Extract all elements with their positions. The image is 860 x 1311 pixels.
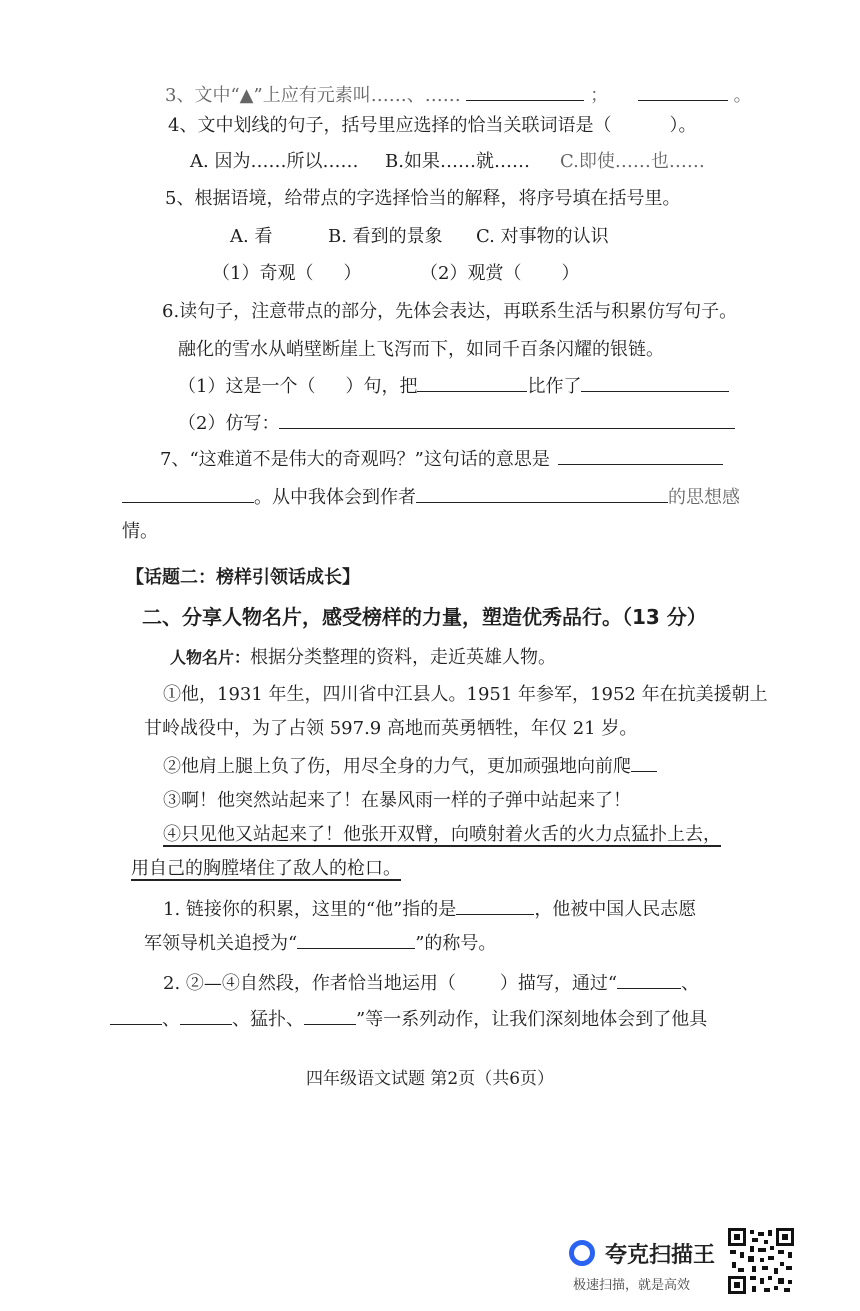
q7-line2: 。从中我体会到作者 xyxy=(254,487,416,508)
q5-item-1-close: ） xyxy=(343,263,362,284)
q5-item-2-label: （2）观赏（ xyxy=(420,263,522,284)
question-7 xyxy=(160,446,723,472)
question-5: 5、根据语境，给带点的字选择恰当的解释，将序号填在括号里。 xyxy=(165,188,681,209)
sub-question-2 xyxy=(163,970,699,996)
sq2-e: 、猛扑、 xyxy=(232,1009,304,1030)
q7-line-2 xyxy=(122,484,740,510)
sq2-c: 、 xyxy=(681,973,700,994)
q5-item-1-label: （1）奇观（ xyxy=(212,263,314,284)
answer-blank xyxy=(466,82,584,101)
sub-question-1-line-2 xyxy=(144,930,496,956)
card-p4a xyxy=(163,823,721,847)
q4-text: 4、文中划线的句子，括号里应选择的恰当关联词语是（ xyxy=(168,115,612,136)
q6-s2: （2）仿写： xyxy=(178,413,280,434)
sq1-d: ”的称号。 xyxy=(415,933,497,954)
q3-text: 3、文中“▲”上应有元素叫……、…… xyxy=(165,85,461,106)
sq2-f: ”等一系列动作，让我们深刻地体会到了他具 xyxy=(356,1009,708,1030)
brand-name: 夸克扫描王 xyxy=(605,1243,716,1268)
card-p2-text: ②他肩上腿上负了伤，用尽全身的力气，更加顽强地向前爬 xyxy=(163,756,631,777)
scanner-brand xyxy=(565,1232,725,1292)
q7-text: 7、“这难道不是伟大的奇观吗？”这句话的意思是 xyxy=(160,449,550,470)
q4-option-c: C.即使……也…… xyxy=(560,151,705,172)
q6-sentence: 融化的雪水从峭壁断崖上飞泻而下，如同千百条闪耀的银链。 xyxy=(178,339,664,360)
q5-option-a: A. 看 xyxy=(230,226,273,247)
card-label: 人物名片： xyxy=(170,648,251,667)
q6-sub-2 xyxy=(178,410,735,436)
sq1-a: 1. 链接你的积累，这里的“他”指的是 xyxy=(163,899,457,920)
q7-line-3: 情。 xyxy=(122,521,158,542)
q5-item-1 xyxy=(212,262,361,286)
answer-blank xyxy=(304,1006,356,1025)
q6-sub-1 xyxy=(178,373,729,399)
q3-sep: ； xyxy=(590,85,609,106)
quark-logo-icon xyxy=(569,1240,595,1266)
q5-item-2-close: ） xyxy=(561,263,580,284)
q4-close: ）。 xyxy=(669,115,697,136)
sub-question-1 xyxy=(163,896,696,922)
card-p1a: ①他，1931 年生，四川省中江县人。1951 年参军，1952 年在抗美援朝上 xyxy=(163,684,768,705)
card-p4b xyxy=(131,857,401,881)
card-p1b: 甘岭战役中，为了占领 597.9 高地而英勇牺牲，年仅 21 岁。 xyxy=(144,718,638,739)
q5-option-b: B. 看到的景象 xyxy=(328,226,443,247)
answer-blank xyxy=(631,753,657,772)
sq1-c: 军领导机关追授为“ xyxy=(144,933,298,954)
answer-blank xyxy=(122,484,254,503)
question-4 xyxy=(168,114,696,138)
qr-code-icon xyxy=(728,1228,794,1294)
answer-blank xyxy=(581,373,729,392)
q6-s1a: （1）这是一个（ xyxy=(178,376,316,397)
sq1-b: ，他被中国人民志愿 xyxy=(534,899,697,920)
q4-option-b: B.如果……就…… xyxy=(385,151,530,172)
answer-blank xyxy=(417,373,527,392)
answer-blank xyxy=(279,410,735,429)
q4-option-a: A. 因为……所以…… xyxy=(190,151,359,172)
sub-question-2-line-2 xyxy=(110,1006,707,1032)
q3-end: 。 xyxy=(733,85,752,106)
answer-blank xyxy=(638,82,728,101)
q7-tail: 的思想感 xyxy=(668,487,740,508)
answer-blank xyxy=(456,896,534,915)
answer-blank xyxy=(180,1006,232,1025)
sq2-d: 、 xyxy=(162,1009,180,1030)
card-intro-text: 根据分类整理的资料，走近英雄人物。 xyxy=(250,647,557,668)
page-footer: 四年级语文试题 第2页（共6页） xyxy=(305,1069,555,1089)
q5-option-c: C. 对事物的认识 xyxy=(476,226,609,247)
answer-blank xyxy=(110,1006,162,1025)
sq2-a: 2. ②—④自然段，作者恰当地运用（ xyxy=(163,973,456,994)
answer-blank xyxy=(558,446,723,465)
card-p4a-text: ④只见他又站起来了！他张开双臂，向喷射着火舌的火力点猛扑上去， xyxy=(163,824,721,845)
answer-blank xyxy=(617,970,681,989)
card-intro xyxy=(170,646,556,670)
section-2-title: 二、分享人物名片，感受榜样的力量，塑造优秀品行。（13 分） xyxy=(142,605,707,629)
topic-2-heading: 【话题二：榜样引领话成长】 xyxy=(126,567,360,588)
brand-slogan: 极速扫描，就是高效 xyxy=(573,1278,691,1293)
sq2-b: ）描写，通过“ xyxy=(499,973,618,994)
card-p2 xyxy=(163,753,657,779)
q6-s1c: 比作了 xyxy=(527,376,582,397)
card-p4b-text: 用自己的胸膛堵住了敌人的枪口。 xyxy=(131,858,401,879)
question-6: 6.读句子，注意带点的部分，先体会表达，再联系生活与积累仿写句子。 xyxy=(162,301,738,322)
answer-blank xyxy=(297,930,415,949)
question-3 xyxy=(165,82,752,108)
q6-s1b: ）句，把 xyxy=(345,376,418,397)
q5-item-2 xyxy=(420,262,579,286)
answer-blank xyxy=(416,484,668,503)
card-p3: ③啊！他突然站起来了！在暴风雨一样的子弹中站起来了！ xyxy=(163,790,631,811)
